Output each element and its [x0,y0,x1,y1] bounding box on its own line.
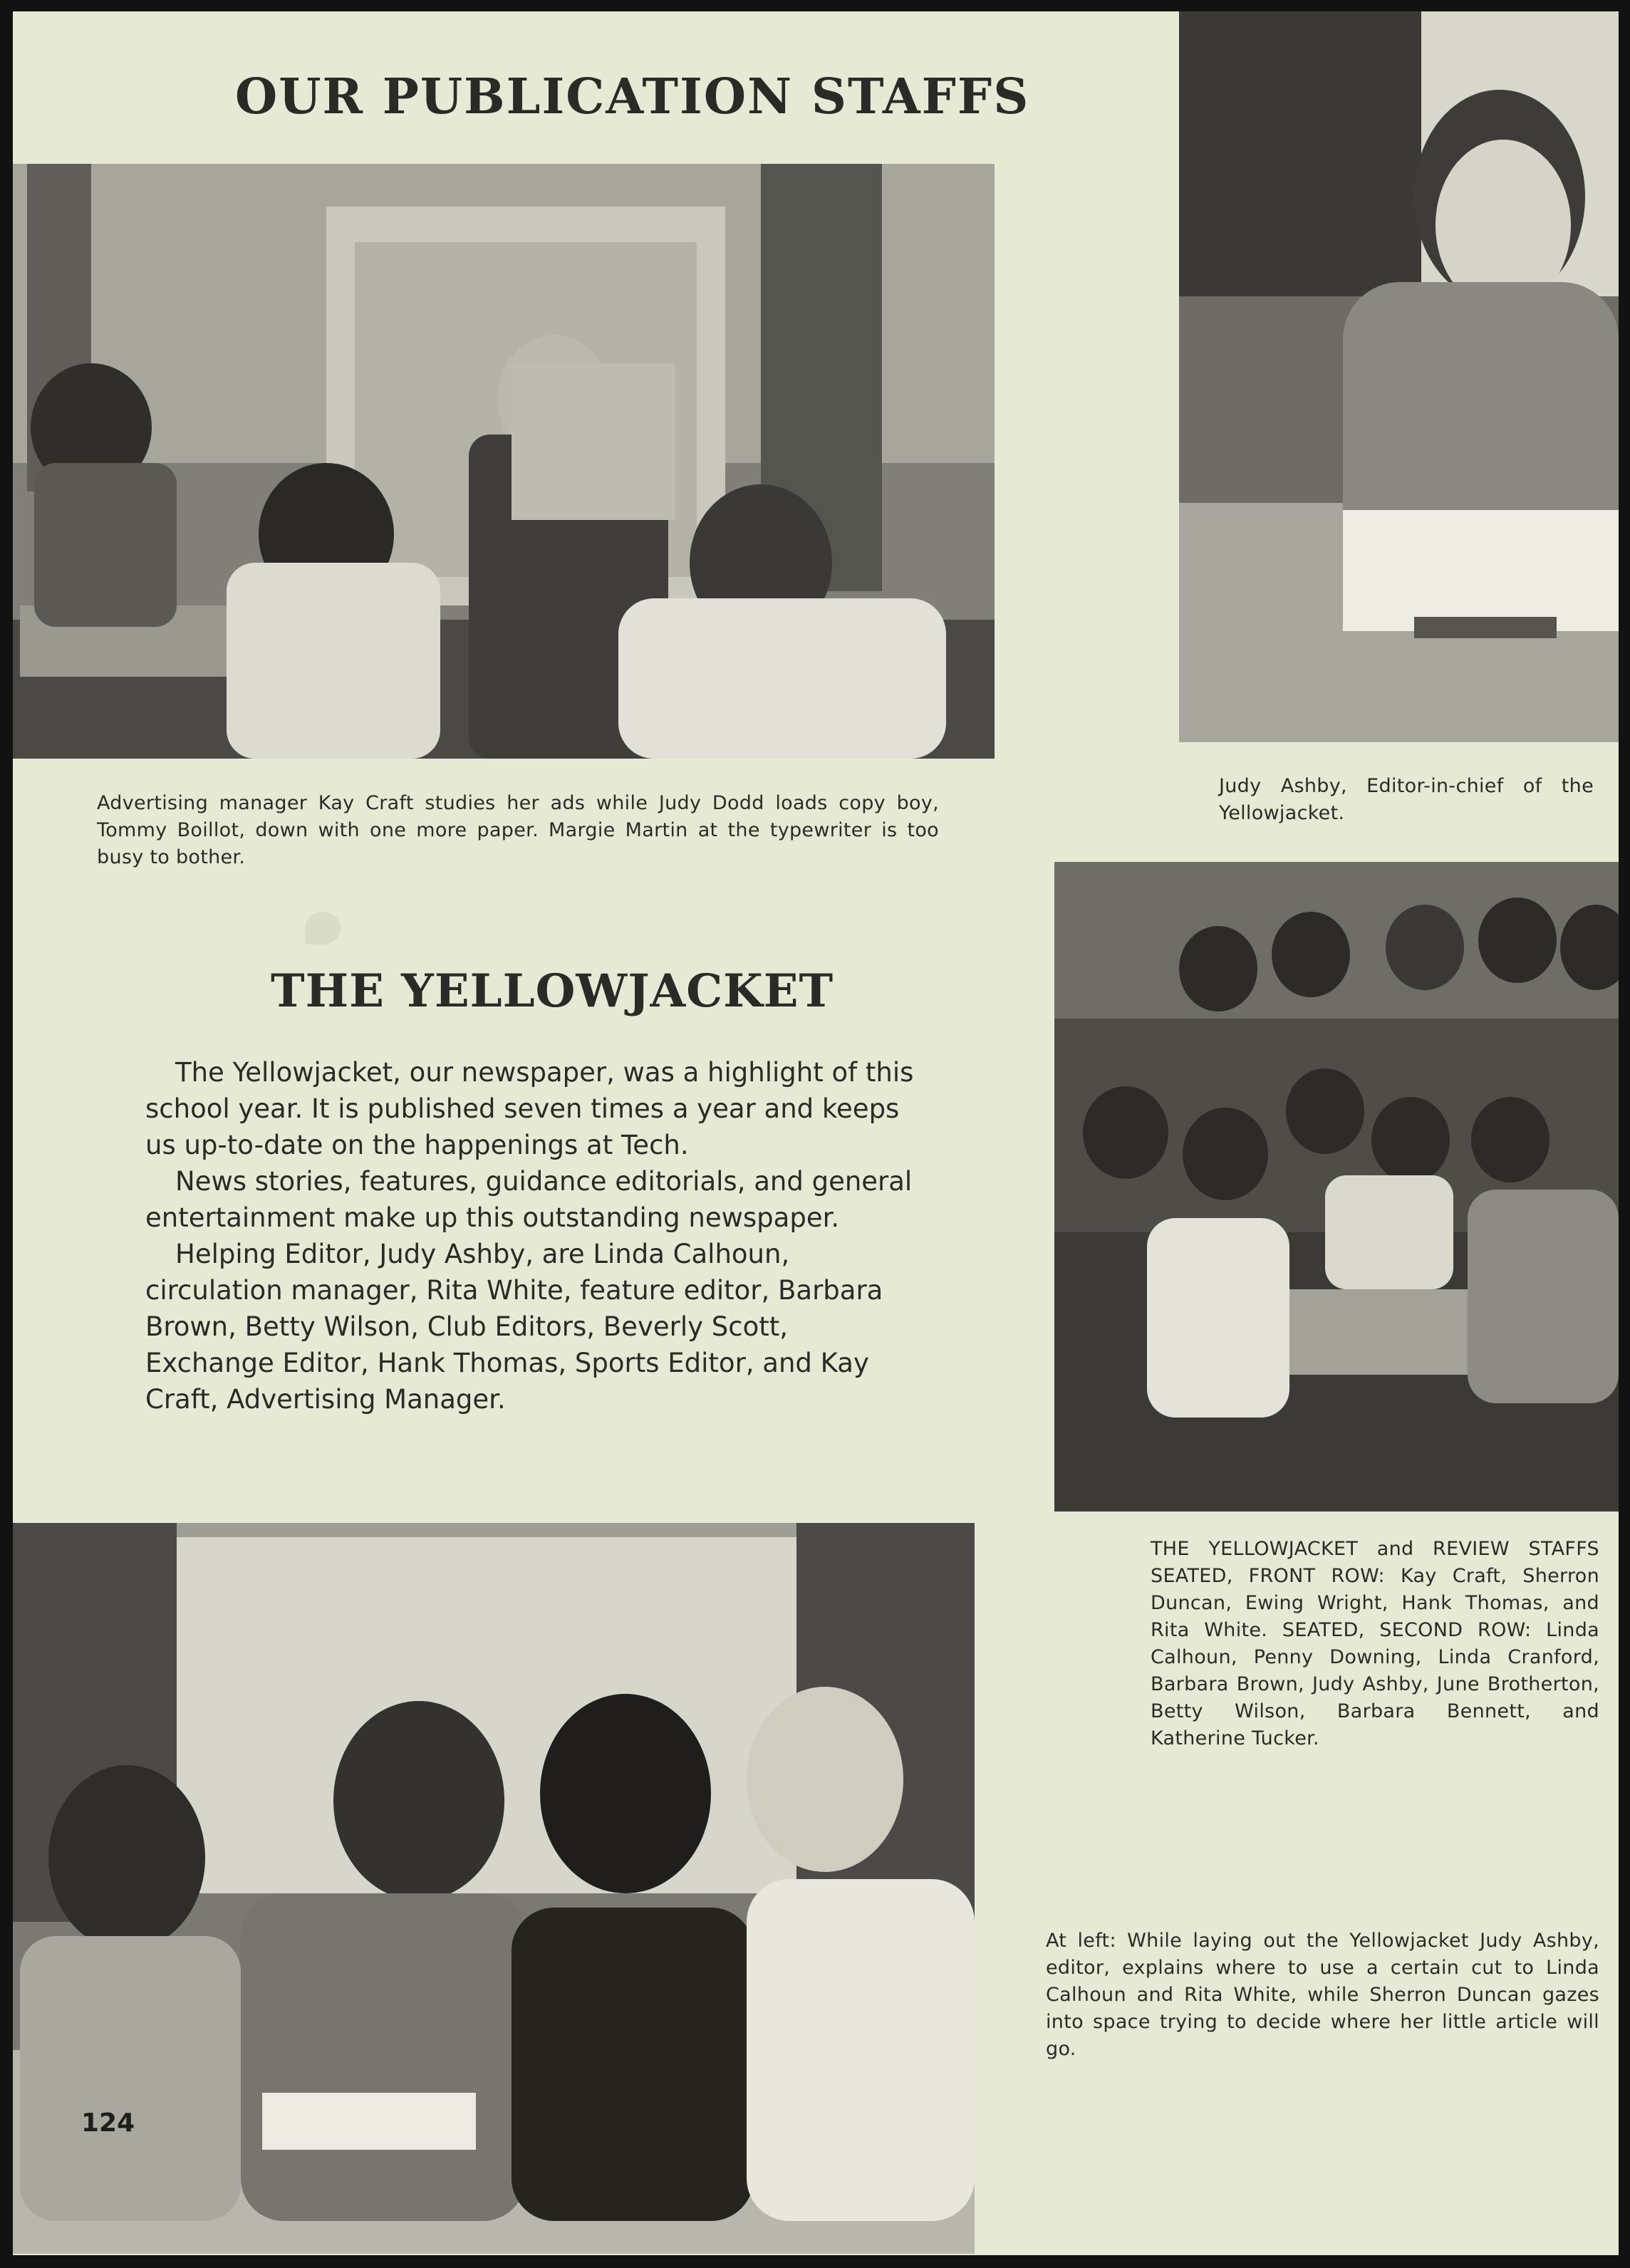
article-title: THE YELLOWJACKET [271,964,834,1018]
article-paragraph: News stories, features, guidance editorials, and general entertainment make up this outstanding newspaper. [145,1166,913,1233]
caption-group-staffs: THE YELLOWJACKET and REVIEW STAFFS SEATED, FRONT ROW: Kay Craft, Sherron Duncan, Ewing Wright, Hank Thomas, and Rita White. SEATED, SECOND ROW: Linda Calhoun, Penny Downing, Linda Cranford, Barbara Brown, Judy Ashby, June Brotherton, Betty Wilson, Barbara Bennett, and Katherine Tucker. [1151,1538,1599,1749]
caption-layout-session: At left: While laying out the Yellowjacket Judy Ashby, editor, explains where to use a certain cut to Linda Calhoun and Rita White, while Sherron Duncan gazes into space trying to decide where her little article will go. [1046,1930,1599,2060]
photo-group-staffs [1054,862,1619,1512]
section-title: OUR PUBLICATION STAFFS [235,68,1030,125]
photo-advertising-staff [13,164,995,759]
article-paragraph: Helping Editor, Judy Ashby, are Linda Calhoun, circulation manager, Rita White, feature editor, Barbara Brown, Betty Wilson, Club Editors, Beverly Scott, Exchange Editor, Hank Thomas, Sports Editor, and Kay Craft, Advertising Manager. [145,1239,883,1415]
caption-judy-ashby: Judy Ashby, Editor-in-chief of the Yellowjacket. [1219,775,1594,824]
page-number: 124 [81,2108,135,2138]
caption-advertising-staff: Advertising manager Kay Craft studies her ads while Judy Dodd loads copy boy, Tommy Boillot, down with one more paper. Margie Martin at the typewriter is too busy to bother. [97,792,939,868]
photo-judy-ashby [1179,11,1619,742]
photo-layout-session [13,1523,975,2254]
article-body [145,1054,915,1418]
article-paragraph: The Yellowjacket, our newspaper, was a highlight of this school year. It is published seven times a year and keeps us up-to-date on the happenings at Tech. [145,1057,914,1160]
yearbook-page [13,11,1619,2255]
decorative-leaf-icon [305,912,341,945]
